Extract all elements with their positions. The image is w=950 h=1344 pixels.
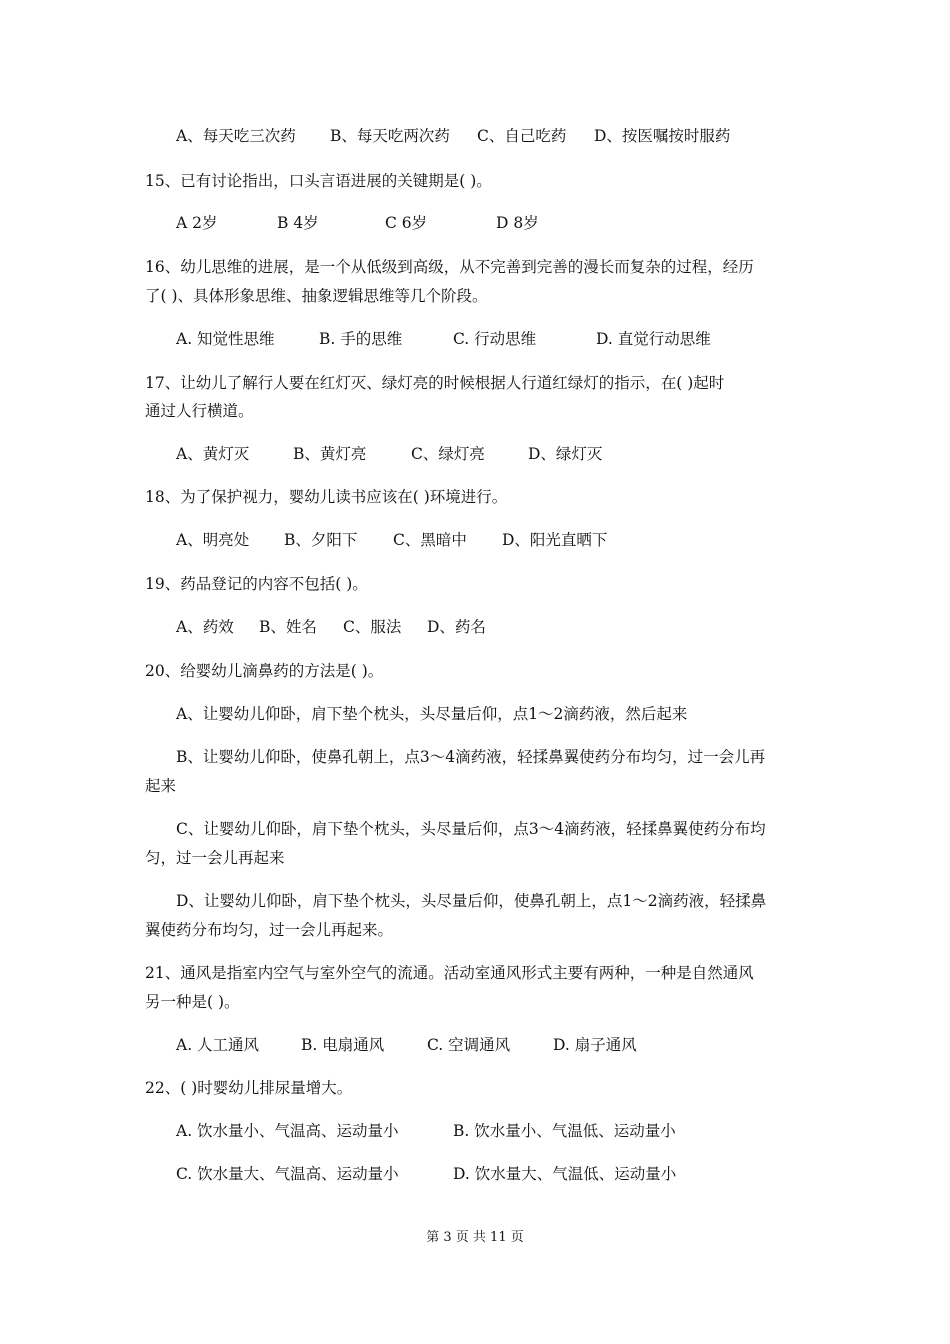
q22-options-row2 [176, 1164, 846, 1184]
q16-option-c: C. 行动思维 [453, 330, 537, 348]
q15-stem: 15、已有讨论指出，口头言语进展的关键期是( )。 [145, 172, 492, 190]
q19-options [176, 617, 846, 637]
q22-options-row1 [176, 1121, 846, 1141]
q18-option-a: A、明亮处 [176, 531, 250, 549]
q21-stem-line1: 21、通风是指室内空气与室外空气的流通。活动室通风形式主要有两种，一种是自然通风 [145, 964, 754, 982]
q21-option-c: C. 空调通风 [427, 1036, 511, 1054]
q17-option-c: C、绿灯亮 [411, 445, 485, 463]
q19-option-c: C、服法 [343, 618, 402, 636]
q20-option-d-line2: 翼使药分布均匀，过一会儿再起来。 [145, 921, 394, 939]
q14-option-c: C、自己吃药 [477, 127, 567, 145]
q17-options [176, 444, 846, 464]
q18-option-d: D、阳光直晒下 [502, 531, 608, 549]
q16-options [176, 329, 846, 349]
q16-option-a: A. 知觉性思维 [176, 330, 275, 348]
q20-option-a: A、让婴幼儿仰卧，肩下垫个枕头，头尽量后仰，点1～2滴药液，然后起来 [176, 705, 688, 723]
q19-stem: 19、药品登记的内容不包括( )。 [145, 575, 368, 593]
q14-option-a: A、每天吃三次药 [176, 127, 296, 145]
q20-option-d-line1: D、让婴幼儿仰卧，肩下垫个枕头，头尽量后仰，使鼻孔朝上，点1～2滴药液，轻揉鼻 [176, 892, 767, 910]
q18-option-b: B、夕阳下 [284, 531, 358, 549]
q16-option-b: B. 手的思维 [319, 330, 403, 348]
q22-option-c: C. 饮水量大、气温高、运动量小 [176, 1165, 399, 1183]
q14-option-d: D、按医嘱按时服药 [594, 127, 731, 145]
q14-option-b: B、每天吃两次药 [330, 127, 450, 145]
q20-option-b-line1: B、让婴幼儿仰卧，使鼻孔朝上，点3～4滴药液，轻揉鼻翼使药分布均匀，过一会儿再 [176, 748, 766, 766]
q18-options [176, 530, 846, 550]
q22-option-a: A. 饮水量小、气温高、运动量小 [176, 1122, 399, 1140]
q15-option-d: D 8岁 [496, 214, 539, 232]
q14-options [176, 126, 846, 146]
q15-option-b: B 4岁 [277, 214, 319, 232]
q21-options [176, 1035, 846, 1055]
q16-option-d: D. 直觉行动思维 [596, 330, 711, 348]
q22-option-b: B. 饮水量小、气温低、运动量小 [453, 1122, 676, 1140]
q21-option-d: D. 扇子通风 [553, 1036, 637, 1054]
q16-stem-line1: 16、幼儿思维的进展，是一个从低级到高级，从不完善到完善的漫长而复杂的过程，经历 [145, 258, 754, 276]
q20-option-c-line1: C、让婴幼儿仰卧，肩下垫个枕头，头尽量后仰，点3～4滴药液，轻揉鼻翼使药分布均 [176, 820, 766, 838]
q20-option-b-line2: 起来 [145, 777, 177, 795]
q17-stem-line1: 17、让幼儿了解行人要在红灯灭、绿灯亮的时候根据人行道红绿灯的指示，在( )起时 [145, 374, 725, 392]
q19-option-d: D、药名 [427, 618, 486, 636]
q15-option-a: A 2岁 [176, 214, 218, 232]
q21-option-b: B. 电扇通风 [301, 1036, 385, 1054]
q20-option-c-line2: 匀，过一会儿再起来 [145, 849, 285, 867]
q17-option-a: A、黄灯灭 [176, 445, 250, 463]
q22-option-d: D. 饮水量大、气温低、运动量小 [453, 1165, 677, 1183]
q19-option-b: B、姓名 [259, 618, 317, 636]
q17-option-b: B、黄灯亮 [293, 445, 367, 463]
q19-option-a: A、药效 [176, 618, 234, 636]
q17-option-d: D、绿灯灭 [528, 445, 603, 463]
q15-option-c: C 6岁 [385, 214, 428, 232]
q16-stem-line2: 了( )、具体形象思维、抽象逻辑思维等几个阶段。 [145, 287, 488, 305]
q20-stem: 20、给婴幼儿滴鼻药的方法是( )。 [145, 662, 384, 680]
q15-options [176, 213, 846, 233]
q21-option-a: A. 人工通风 [176, 1036, 260, 1054]
page-footer: 第 3 页 共 11 页 [426, 1230, 524, 1245]
q17-stem-line2: 通过人行横道。 [145, 402, 254, 420]
q18-stem: 18、为了保护视力，婴幼儿读书应该在( )环境进行。 [145, 488, 508, 506]
q22-stem: 22、( )时婴幼儿排尿量增大。 [145, 1079, 353, 1097]
q21-stem-line2: 另一种是( )。 [145, 993, 240, 1011]
q18-option-c: C、黑暗中 [393, 531, 467, 549]
